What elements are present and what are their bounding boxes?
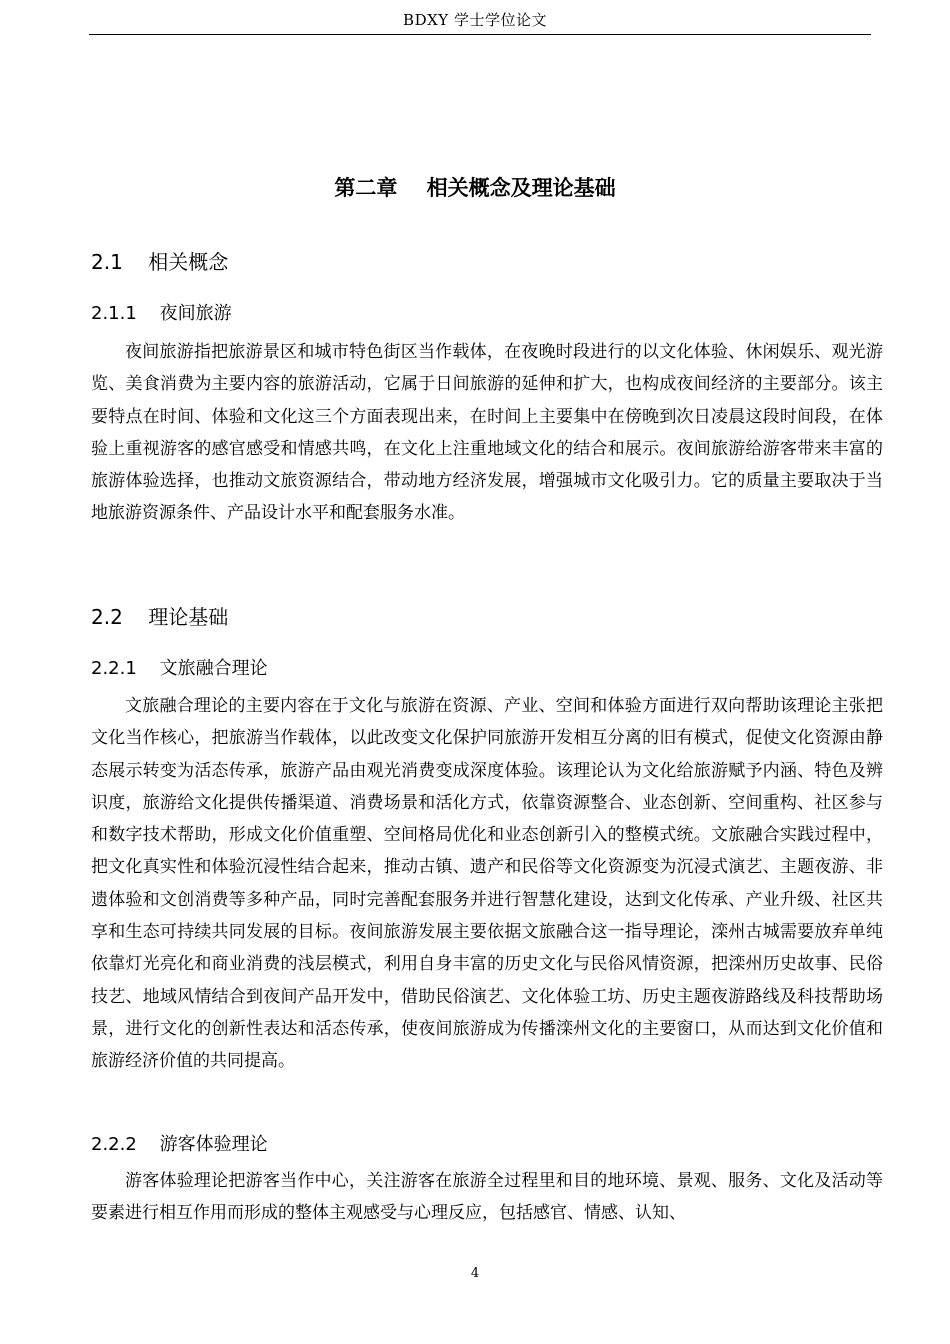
page-number: 4 [470,1266,480,1281]
running-header: BDXY 学士学位论文 [403,11,547,29]
section-heading-2-2: 2.2 理论基础 [91,605,229,629]
subsection-heading-2-2-2: 2.2.2 游客体验理论 [91,1134,268,1155]
subsection-heading-2-1-1: 2.1.1 夜间旅游 [91,303,232,324]
paragraph-culture-tourism-integration: 文旅融合理论的主要内容在于文化与旅游在资源、产业、空间和体验方面进行双向帮助该理论主张把文化当作核心，把旅游当作载体，以此改变文化保护同旅游开发相互分离的旧有模式，促使文化资源由静态展示转变为活态传承，旅游产品由观光消费变成深度体验。该理论认为文化给旅游赋予内涵、特色及辨识度，旅游给文化提供传播渠道、消费场景和活化方式，依靠资源整合、业态创新、空间重构、社区参与和数字技术帮助，形成文化价值重塑、空间格局优化和业态创新引入的整模式统。文旅融合实践过程中，把文化真实性和体验沉浸性结合起来，推动古镇、遗产和民俗等文化资源变为沉浸式演艺、主题夜游、非遗体验和文创消费等多种产品，同时完善配套服务并进行智慧化建设，达到文化传承、产业升级、社区共享和生态可持续共同发展的目标。夜间旅游发展主要依据文旅融合这一指导理论，滦州古城需要放弃单纯依靠灯光亮化和商业消费的浅层模式，利用自身丰富的历史文化与民俗风情资源，把滦州历史故事、民俗技艺、地域风情结合到夜间产品开发中，借助民俗演艺、文化体验工坊、历史主题夜游路线及科技帮助场景，进行文化的创新性表达和活态传承，使夜间旅游成为传播滦州文化的主要窗口，从而达到文化价值和旅游经济价值的共同提高。 [91,696,883,1072]
paragraph-night-tourism: 夜间旅游指把旅游景区和城市特色街区当作载体，在夜晚时段进行的以文化体验、休闲娱乐、观光游览、美食消费为主要内容的旅游活动，它属于日间旅游的延伸和扩大，也构成夜间经济的主要部分。该主要特点在时间、体验和文化这三个方面表现出来，在时间上主要集中在傍晚到次日凌晨这段时间段，在体验上重视游客的感官感受和情感共鸣，在文化上注重地域文化的结合和展示。夜间旅游给游客带来丰富的旅游体验选择，也推动文旅资源结合，带动地方经济发展，增强城市文化吸引力。它的质量主要取决于当地旅游资源条件、产品设计水平和配套服务水准。 [91,342,883,524]
paragraph-tourist-experience: 游客体验理论把游客当作中心，关注游客在旅游全过程里和目的地环境、景观、服务、文化及活动等要素进行相互作用而形成的整体主观感受与心理反应，包括感官、情感、认知、 [91,1171,883,1224]
header-rule [89,34,871,35]
chapter-title: 第二章 相关概念及理论基础 [334,176,616,200]
subsection-heading-2-2-1: 2.2.1 文旅融合理论 [91,658,268,679]
section-heading-2-1: 2.1 相关概念 [91,250,229,274]
